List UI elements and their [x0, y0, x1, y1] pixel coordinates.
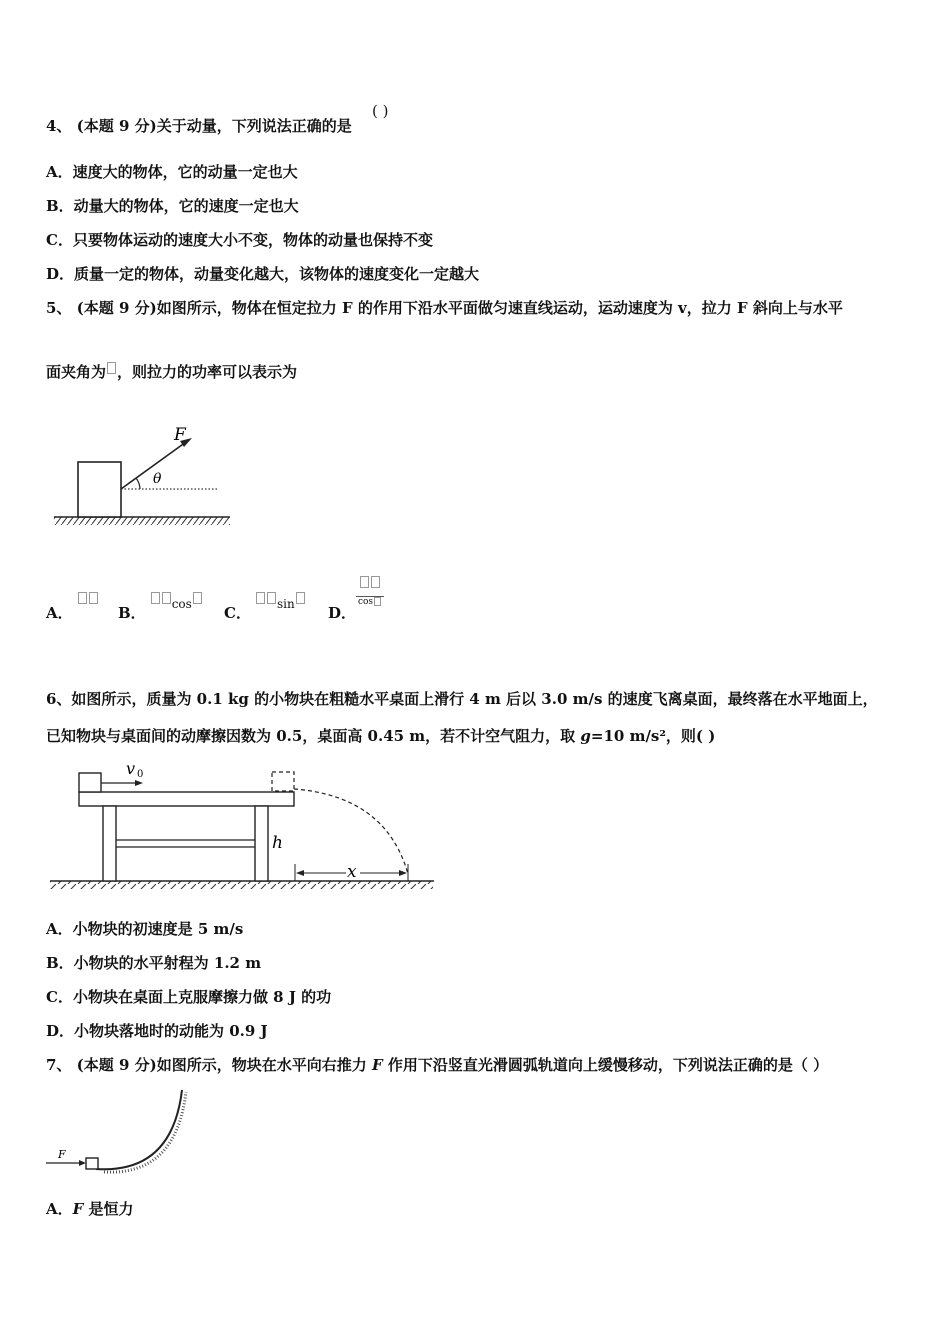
- q5-stem-line2: 面夹角为 ，则拉力的功率可以表示为: [46, 363, 298, 381]
- velocity-subscript: 0: [137, 769, 144, 780]
- angle-arc: [136, 478, 140, 489]
- missing-glyph-icon: [151, 592, 160, 604]
- tabletop: [79, 792, 294, 806]
- missing-glyph-icon: [162, 592, 171, 604]
- ground-hatch: [54, 517, 230, 525]
- q6-option-c: C．小物块在桌面上克服摩擦力做 8 J 的功: [46, 988, 332, 1006]
- missing-glyph-icon: [371, 576, 380, 588]
- missing-glyph-icon: [374, 597, 381, 606]
- q5-option-d: D．: [328, 604, 357, 622]
- block: [79, 773, 101, 792]
- q6-option-b: B．小物块的水平射程为 1.2 m: [46, 954, 262, 972]
- q7-arc-track-figure: [44, 1086, 194, 1176]
- q6-option-a: A．小物块的初速度是 5 m/s: [46, 920, 244, 938]
- q5-block-force-figure: [50, 420, 240, 530]
- angle-label: θ: [153, 471, 162, 487]
- range-arrow-head-right: [399, 870, 407, 876]
- q6-stem-line1: 6、如图所示，质量为 0.1 kg 的小物块在粗糙水平桌面上滑行 4 m 后以 3.0 m/s 的速度飞离桌面，最终落在水平地面上，: [46, 690, 878, 708]
- height-label: h: [272, 833, 283, 853]
- force-arrow-head: [79, 1160, 86, 1166]
- ground-hatch: [50, 881, 433, 889]
- q5-option-c: C． $^{sin}$: [224, 602, 306, 623]
- q4-option-d: D．质量一定的物体，动量变化越大，该物体的速度变化一定越大: [46, 265, 480, 283]
- range-label: x: [347, 862, 357, 882]
- range-arrow-head-left: [296, 870, 304, 876]
- q6-option-d: D．小物块落地时的动能为 0.9 J: [46, 1022, 268, 1040]
- velocity-arrow-head: [135, 780, 143, 786]
- q6-table-projectile-figure: [46, 756, 438, 891]
- q4-stem: 4、 (本题 9 分)关于动量，下列说法正确的是: [46, 117, 352, 135]
- missing-glyph-icon: [360, 576, 369, 588]
- missing-glyph-icon: [107, 362, 116, 374]
- missing-glyph-icon: [256, 592, 265, 604]
- missing-glyph-icon: [78, 592, 87, 604]
- missing-glyph-icon: [89, 592, 98, 604]
- arc-track: [96, 1090, 182, 1169]
- force-label: F: [174, 425, 186, 445]
- dashed-block: [272, 772, 294, 791]
- missing-glyph-icon: [296, 592, 305, 604]
- q5-option-b: B． $^{cos}$: [118, 602, 203, 623]
- q7-option-a: A．F 是恒力: [46, 1200, 134, 1218]
- missing-glyph-icon: [267, 592, 276, 604]
- q5-option-a: A．: [46, 602, 99, 623]
- right-leg: [255, 806, 268, 881]
- q4-option-c: C．只要物体运动的速度大小不变，物体的动量也保持不变: [46, 231, 433, 249]
- velocity-label: v: [126, 759, 136, 778]
- q4-option-b: B．动量大的物体，它的速度一定也大: [46, 197, 299, 215]
- force-label: F: [58, 1148, 66, 1161]
- missing-glyph-icon: [193, 592, 202, 604]
- q4-answer-paren: ( ): [372, 102, 389, 120]
- q5-stem-line1: 5、 (本题 9 分)如图所示，物体在恒定拉力 F 的作用下沿水平面做匀速直线运动，运动速度为 v，拉力 F 斜向上与水平: [46, 299, 843, 317]
- q4-option-a: A．速度大的物体，它的动量一定也大: [46, 163, 298, 181]
- left-leg: [103, 806, 116, 881]
- block: [78, 462, 121, 517]
- q7-stem: 7、 (本题 9 分)如图所示，物块在水平向右推力 F 作用下沿竖直光滑圆弧轨道向上缓慢移动，下列说法正确的是（ ）: [46, 1056, 829, 1074]
- block: [86, 1158, 98, 1169]
- q5-option-d-fraction: cos: [356, 576, 384, 607]
- q6-stem-line2: 已知物块与桌面间的动摩擦因数为 0.5，桌面高 0.45 m，若不计空气阻力，取 g=10 m/s²，则( ): [46, 727, 716, 745]
